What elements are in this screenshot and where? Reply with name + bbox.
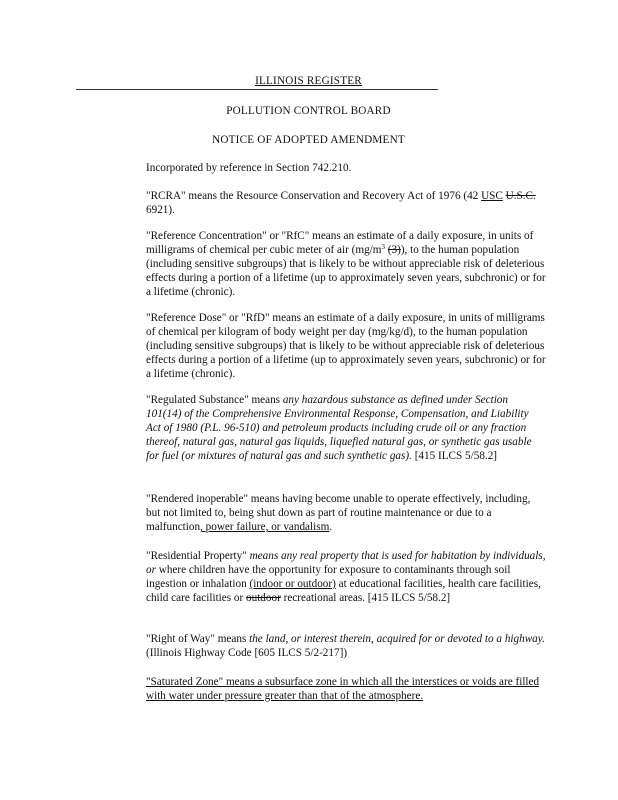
saturated-zone-definition: "Saturated Zone" means a subsurface zone in which all the interstices or voids are filled with water under pressure greater than that of the atmosphere. <box>146 676 540 702</box>
header-rule <box>76 89 438 90</box>
residential-property-definition: "Residential Property" means any real property that is used for habitation by individuals, or where children have the opportunity for exposure to contaminants through soil ingestion or inhalation (indoor or outdoor) at educational facilities, health care facilities, child care facilities or outdoor recreational areas. [415 ILCS 5/58.2] <box>146 550 546 604</box>
notice-title: NOTICE OF ADOPTED AMENDMENT <box>212 134 405 146</box>
rfc-definition: "Reference Concentration" or "RfC" means an estimate of a daily exposure, in units of milligrams of chemical per cubic meter of air ($mg/m^3$ (3)), to the human population (including sensitive subgroups) that is likely to be without appreciable risk of deleterious effects during a portion of a lifetime (up to approximately seven years, subchronic) or for a lifetime (chronic). <box>146 230 546 298</box>
right-of-way-definition: "Right of Way" means the land, or interest therein, acquired for or devoted to a highway. (Illinois Highway Code [605 ILCS 5/2-217]) <box>146 633 545 659</box>
register-title: ILLINOIS REGISTER <box>255 75 362 87</box>
rcra-definition: "RCRA" means the Resource Conservation and Recovery Act of 1976 (42 USC U.S.C. 6921). <box>146 190 536 216</box>
rendered-inoperable-definition: "Rendered inoperable" means having become unable to operate effectively, including, but not limited to, being shut down as part of routine maintenance or due to a malfunction, power failure, or vandalism. <box>146 493 531 533</box>
board-title: POLLUTION CONTROL BOARD <box>226 105 391 117</box>
rfd-definition: "Reference Dose" or "RfD" means an estimate of a daily exposure, in units of milligrams of chemical per kilogram of body weight per day (mg/kg/d), to the human population (including sensitive subgroups) that is likely to be without appreciable risk of deleterious effects during a portion of a lifetime (up to approximately seven years, subchronic) or for a lifetime (chronic). <box>146 312 546 380</box>
intro-paragraph: Incorporated by reference in Section 742.210. <box>146 162 352 174</box>
regulated-substance-definition: "Regulated Substance" means any hazardous substance as defined under Section 101(14) of the Comprehensive Environmental Response, Compensation, and Liability Act of 1980 (P.L. 96-510) and petroleum products including crude oil or any fraction thereof, natural gas, natural gas liquids, liquefied natural gas, or synthetic gas usable for fuel (or mixtures of natural gas and such synthetic gas). [415 ILCS 5/58.2] <box>146 394 532 462</box>
